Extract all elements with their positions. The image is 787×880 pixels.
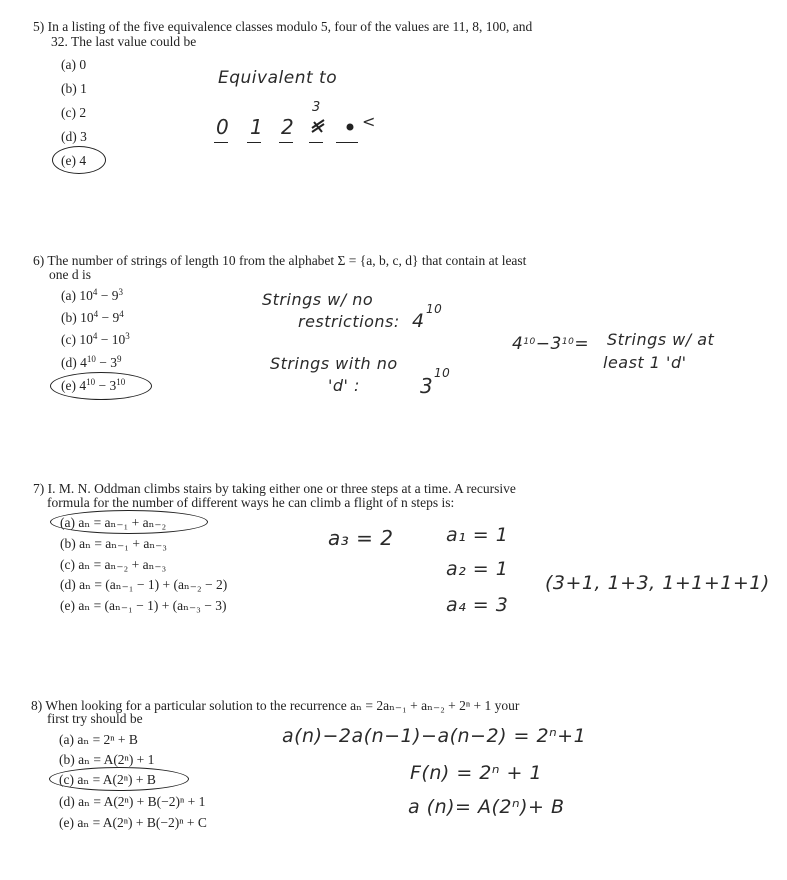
q5-note-arrow: < [362, 112, 376, 131]
q5-note-digit-0: 0 [216, 115, 230, 139]
q5-note-equivalent: Equivalent to [218, 68, 338, 88]
q5-note-digit-3: 3 [312, 100, 321, 115]
q6-stem-line1: 6) The number of strings of length 10 from the alphabet Σ = {a, b, c, d} that contain at least [33, 253, 527, 268]
q8-note-forcing: F(n) = 2ⁿ + 1 [410, 762, 543, 784]
q7-note-a3: a₃ = 2 [328, 526, 394, 550]
q8-note-particular: a (n)= A(2ⁿ)+ B [408, 796, 565, 818]
q8-note-equation: a(n)−2a(n−1)−a(n−2) = 2ⁿ+1 [282, 725, 587, 747]
underline [336, 142, 358, 143]
q6-note-d-colon: 'd' : [328, 376, 360, 395]
underline [247, 142, 261, 143]
q6-note-at-least-1: Strings w/ at [607, 330, 715, 349]
q6-note-four: 4 [412, 310, 425, 332]
q7-option-d[interactable]: (d) aₙ = (aₙ₋₁ − 1) + (aₙ₋₂ − 2) [60, 577, 228, 592]
q6-diff-base1: 4 [512, 334, 524, 354]
q5-answer-circle [52, 146, 106, 174]
q6-note-three: 3 [420, 374, 434, 398]
q7-option-c[interactable]: (c) aₙ = aₙ₋₂ + aₙ₋₃ [60, 557, 167, 572]
q5-option-c[interactable]: (c) 2 [61, 105, 87, 120]
q6-diff-eq: = [574, 334, 590, 354]
q6-diff-exp1: 10 [523, 337, 536, 347]
q6-answer-circle [50, 372, 152, 400]
q6-option-d[interactable]: (d) $4^{10} - 3^9$ [61, 354, 122, 370]
q7-stem-line2: formula for the number of different ways he can climb a flight of n steps is: [47, 495, 455, 510]
q7-note-a4: a₄ = 3 [446, 594, 509, 616]
q7-option-b[interactable]: (b) aₙ = aₙ₋₁ + aₙ₋₃ [60, 536, 168, 551]
underline [279, 142, 293, 143]
q8-stem-line1: 8) When looking for a particular solution to the recurrence aₙ = 2aₙ₋₁ + aₙ₋₂ + 2ⁿ + 1 your [31, 698, 520, 713]
q8-option-a[interactable]: (a) aₙ = 2ⁿ + B [59, 732, 138, 747]
q6-note-ten-exp: 10 [426, 302, 443, 316]
q7-option-a[interactable]: (a) aₙ = aₙ₋₁ + aₙ₋₂ [60, 515, 167, 530]
q8-option-d[interactable]: (d) aₙ = A(2ⁿ) + B(−2)ⁿ + 1 [59, 794, 206, 809]
q5-stem-line2: 32. The last value could be [51, 34, 197, 49]
q5-option-a[interactable]: (a) 0 [61, 57, 87, 72]
q6-diff-base2: 3 [550, 334, 562, 354]
q6-option-a[interactable]: (a) $10^4 - 9^3$ [61, 287, 123, 303]
q8-option-c[interactable]: (c) aₙ = A(2ⁿ) + B [59, 772, 156, 787]
q6-note-strings-no: Strings w/ no [262, 290, 374, 309]
q5-stem-line1: 5) In a listing of the five equivalence classes modulo 5, four of the values are 11, 8, 100, and [33, 19, 533, 34]
q7-note-a1: a₁ = 1 [446, 524, 509, 546]
q5-option-b[interactable]: (b) 1 [61, 81, 87, 96]
q5-option-d[interactable]: (d) 3 [61, 129, 87, 144]
underline [309, 142, 323, 143]
q5-note-digit-1: 1 [250, 115, 264, 139]
q6-note-at-least-2: least 1 'd' [603, 353, 687, 372]
q8-option-b[interactable]: (b) aₙ = A(2ⁿ) + 1 [59, 752, 155, 767]
q7-stem-line1: 7) I. M. N. Oddman climbs stairs by taking either one or three steps at a time. A recursive [33, 481, 516, 496]
q6-stem-line2: one d is [49, 267, 91, 282]
q6-note-ten-exp2: 10 [434, 366, 451, 380]
q6-option-e[interactable]: (e) $4^{10} - 3^{10}$ [61, 377, 126, 393]
q8-option-e[interactable]: (e) aₙ = A(2ⁿ) + B(−2)ⁿ + C [59, 815, 207, 830]
q6-note-diff [512, 334, 589, 354]
q5-option-e[interactable]: (e) 4 [61, 153, 87, 168]
q6-option-b[interactable]: (b) $10^4 - 9^4$ [61, 309, 124, 325]
q6-note-strings-with-no: Strings with no [270, 354, 398, 373]
scribble-marks [308, 114, 388, 138]
q7-answer-circle [50, 510, 208, 534]
q8-answer-circle [49, 767, 189, 791]
q6-option-c[interactable]: (c) $10^4 - 10^3$ [61, 331, 130, 347]
q7-option-e[interactable]: (e) aₙ = (aₙ₋₁ − 1) + (aₙ₋₃ − 3) [60, 598, 227, 613]
q6-diff-dash: − [535, 334, 551, 354]
underline [214, 142, 228, 143]
q7-note-a2: a₂ = 1 [446, 558, 509, 580]
q5-note-digit-2: 2 [281, 115, 295, 139]
q6-note-restrictions: restrictions: [298, 312, 400, 331]
q6-diff-exp2: 10 [561, 337, 575, 347]
q7-note-combinations: (3+1, 1+3, 1+1+1+1) [545, 572, 770, 594]
q8-stem-line2: first try should be [47, 711, 143, 726]
